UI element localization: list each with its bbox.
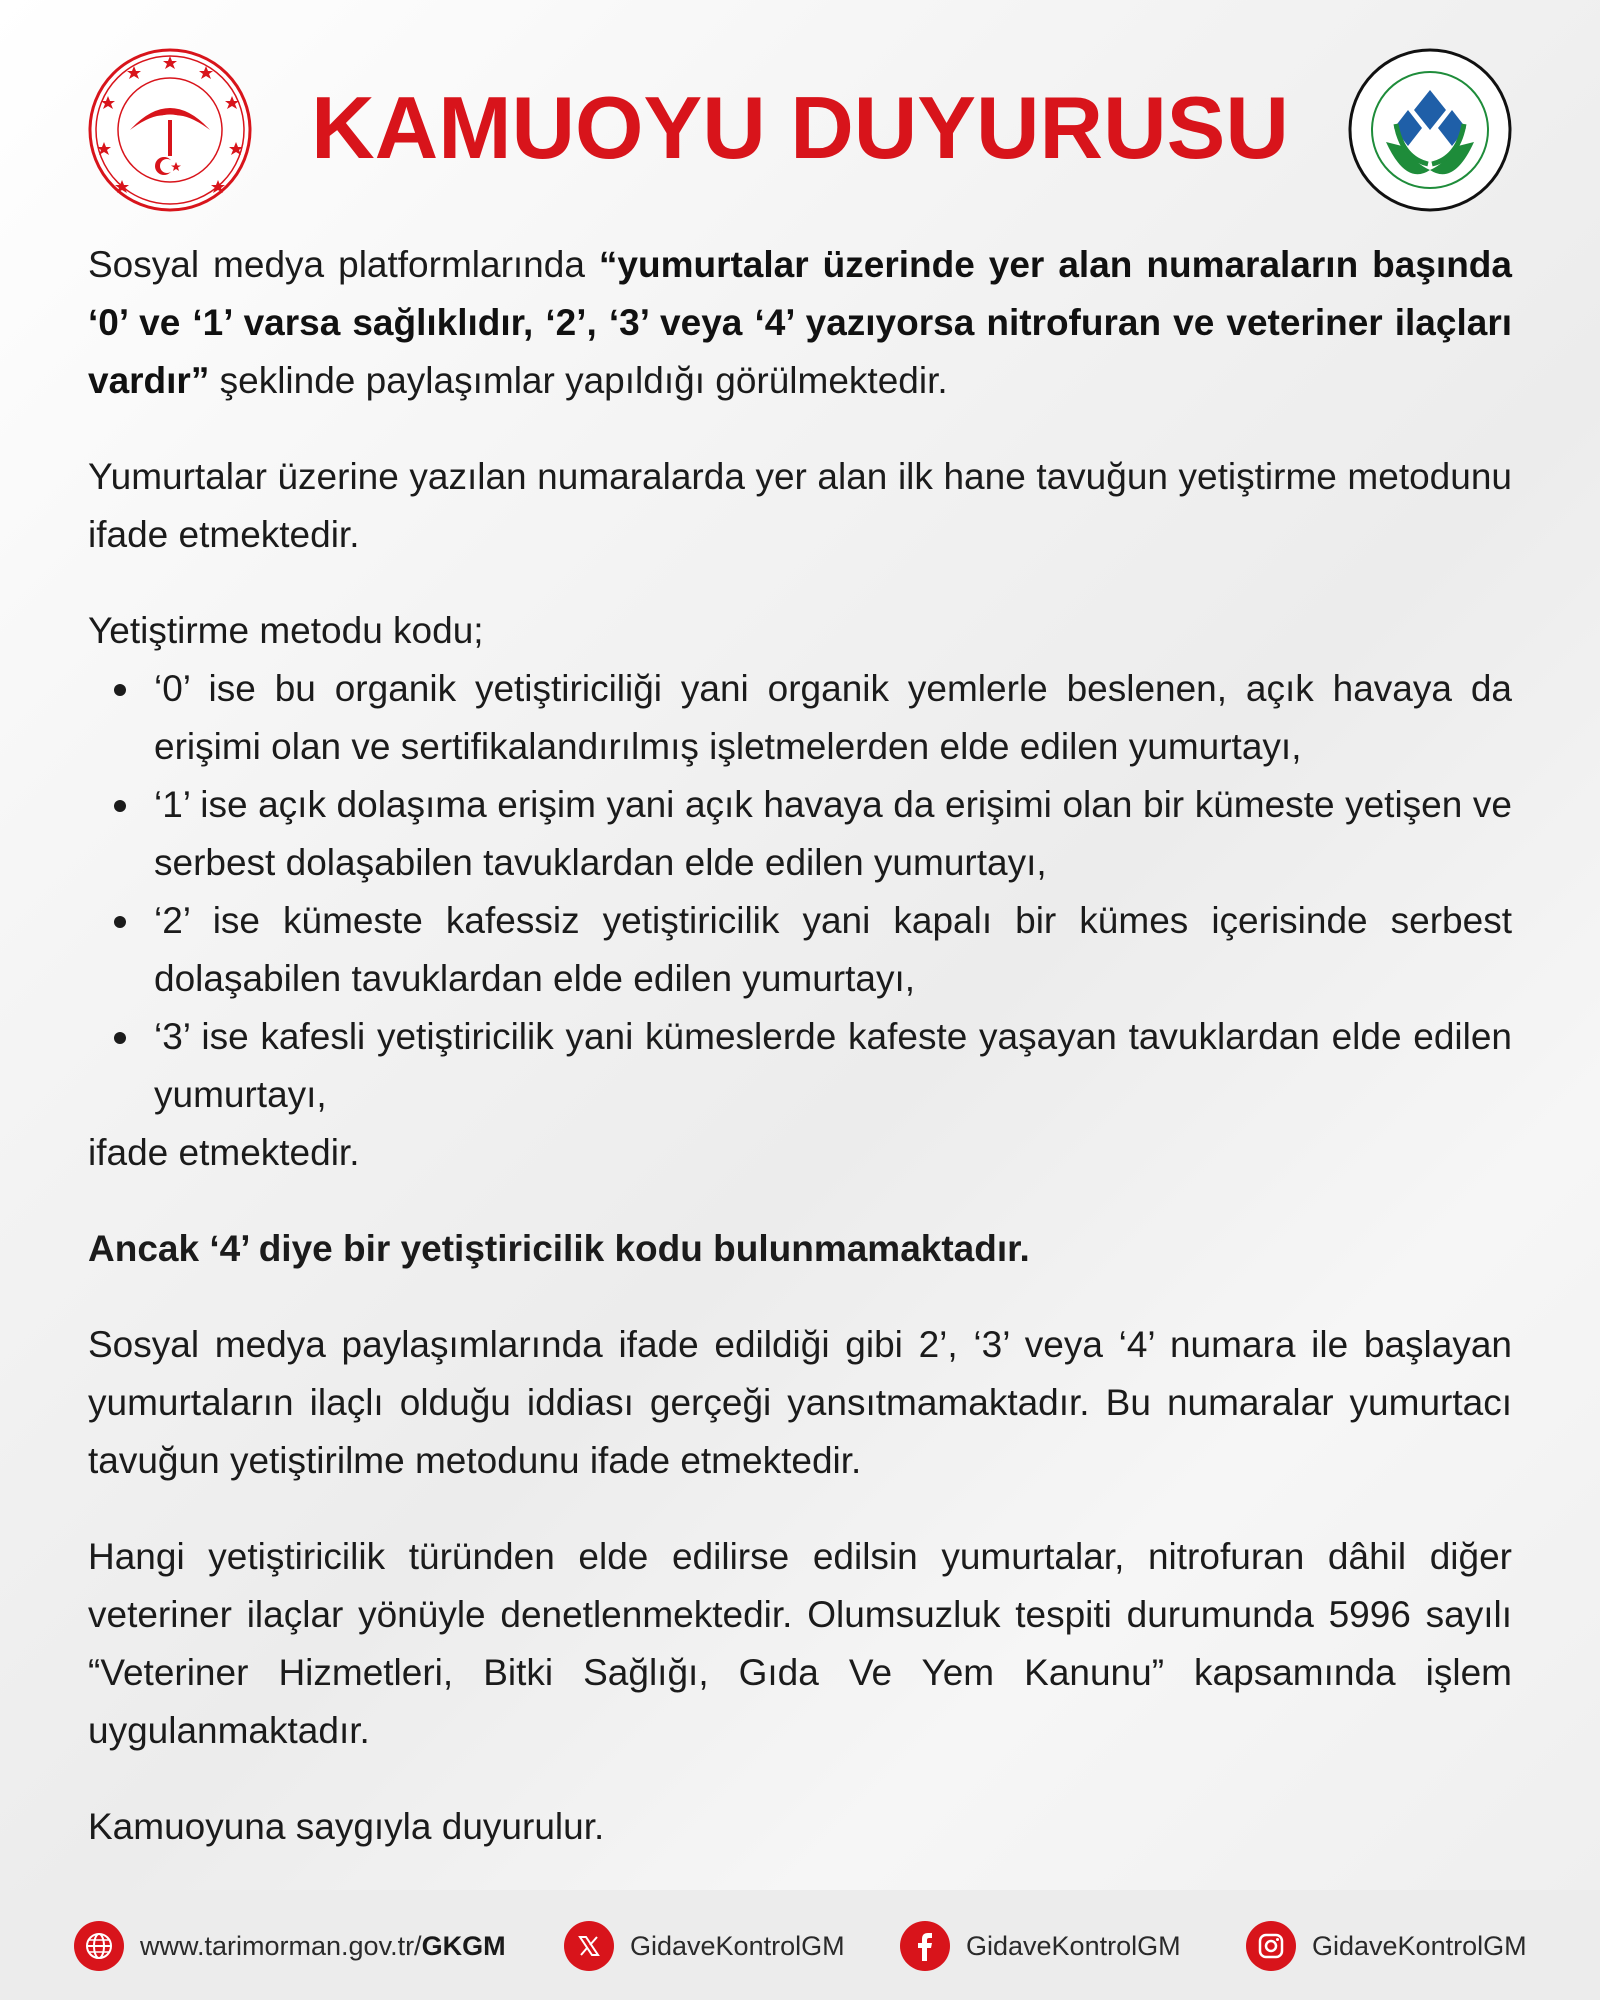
- highlight-statement: Ancak ‘4’ diye bir yetiştiricilik kodu bulunmamaktadır.: [88, 1228, 1030, 1269]
- facebook-link[interactable]: GidaveKontrolGM: [900, 1920, 1181, 1972]
- instagram-icon: [1246, 1921, 1296, 1971]
- facebook-icon: [900, 1921, 950, 1971]
- x-logo-icon: [564, 1921, 614, 1971]
- page-title: KAMUOYU DUYURUSU: [311, 78, 1289, 177]
- instagram-link[interactable]: GidaveKontrolGM: [1246, 1920, 1527, 1972]
- globe-icon: [74, 1921, 124, 1971]
- twitter-link[interactable]: GidaveKontrolGM: [564, 1920, 845, 1972]
- list-outro: ifade etmektedir.: [88, 1132, 360, 1173]
- list-item: ‘0’ ise bu organik yetiştiriciliği yani organik yemlerle beslenen, açık havaya da erişimi olan ve sertifikalandırılmış işletmelerden elde edilen yumurtayı,: [154, 660, 1512, 776]
- paragraph-first-digit: Yumurtalar üzerine yazılan numaralarda yer alan ilk hane tavuğun yetiştirme metodunu ifade etmektedir.: [88, 456, 1512, 555]
- list-item: ‘1’ ise açık dolaşıma erişim yani açık havaya da erişimi olan bir kümeste yetişen ve serbest dolaşabilen tavuklardan elde edilen yumurtayı,: [154, 776, 1512, 892]
- method-code-list: [88, 660, 1512, 1124]
- list-intro: Yetiştirme metodu kodu;: [88, 610, 484, 651]
- closing-line: Kamuoyuna saygıyla duyurulur.: [88, 1806, 605, 1847]
- list-item: ‘3’ ise kafesli yetiştiricilik yani kümeslerde kafeste yaşayan tavuklardan elde edilen yumurtayı,: [154, 1008, 1512, 1124]
- announcement-body: [88, 236, 1512, 1894]
- paragraph-claim: Sosyal medya platformlarında “yumurtalar üzerinde yer alan numaraların başında ‘0’ ve ‘1’ varsa sağlıklıdır, ‘2’, ‘3’ veya ‘4’ yazıyorsa nitrofuran ve veteriner ilaçları vardır” şeklinde paylaşımlar yapıldığı görülmektedir.: [88, 244, 1512, 401]
- ministry-seal-icon: [86, 46, 254, 214]
- paragraph-clarification: Sosyal medya paylaşımlarında ifade edildiği gibi 2’, ‘3’ veya ‘4’ numara ile başlayan yumurtaların ilaçlı olduğu iddiası gerçeği yansıtmamaktadır. Bu numaralar yumurtacı tavuğun yetiştirilme metodunu ifade etmektedir.: [88, 1324, 1512, 1481]
- list-item: ‘2’ ise kümeste kafessiz yetiştiricilik yani kapalı bir kümes içerisinde serbest dolaşabilen tavuklardan elde edilen yumurtayı,: [154, 892, 1512, 1008]
- quoted-claim: “yumurtalar üzerinde yer alan numaraların başında ‘0’ ve ‘1’ varsa sağlıklıdır, ‘2’, ‘3’ veya ‘4’ yazıyorsa nitrofuran ve veteriner ilaçları vardır”: [88, 244, 1512, 401]
- gkgm-seal-icon: [1346, 46, 1514, 214]
- website-link[interactable]: www.tarimorman.gov.tr/GKGM: [74, 1920, 506, 1972]
- paragraph-inspection: Hangi yetiştiricilik türünden elde edilirse edilsin yumurtalar, nitrofuran dâhil diğer veteriner ilaçlar yönüyle denetlenmektedir. Olumsuzluk tespiti durumunda 5996 sayılı “Veteriner Hizmetleri, Bitki Sağlığı, Gıda Ve Yem Kanunu” kapsamında işlem uygulanmaktadır.: [88, 1536, 1512, 1751]
